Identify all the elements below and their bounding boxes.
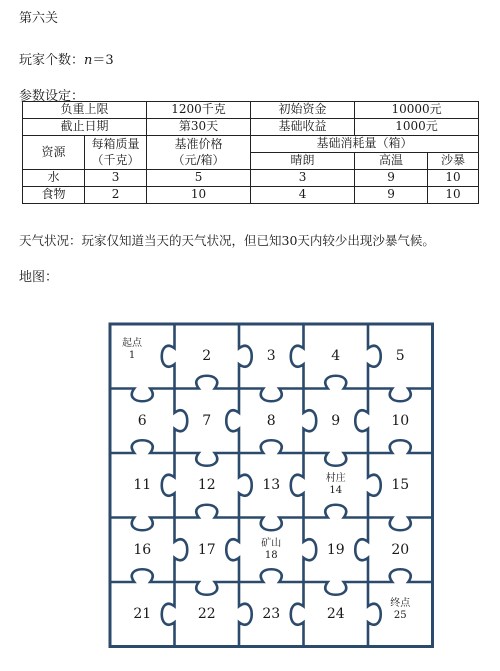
map-cell-number: 18 (264, 549, 278, 561)
map-heading: 地图： (19, 270, 59, 285)
map-cell-number: 19 (326, 541, 345, 558)
table-row (23, 170, 479, 187)
player-count-line (19, 49, 114, 68)
map-cell-21 (110, 582, 175, 647)
map-cell-8 (239, 389, 304, 454)
puzzle-map (106, 320, 434, 650)
map-cell-number: 3 (266, 348, 276, 365)
table-cell: 2 (85, 187, 147, 204)
map-cell-15 (368, 453, 433, 518)
table-cell: 水 (23, 170, 85, 187)
map-cell-number: 13 (262, 477, 281, 494)
map-cell-23 (239, 582, 304, 647)
map-cell-number: 2 (202, 348, 212, 365)
map-cell-label: 村庄 (325, 473, 346, 485)
table-cell: 10 (428, 170, 479, 187)
table-cell: 3 (251, 170, 355, 187)
map-cell-number: 1 (128, 350, 136, 361)
map-cell-18 (239, 518, 304, 583)
map-cell-9 (304, 389, 369, 454)
level-title: 第六关 (19, 11, 59, 26)
map-cell-number: 6 (137, 412, 147, 429)
map-cell-label: 终点 (390, 598, 411, 609)
table-cell: 截止日期 (23, 119, 147, 136)
map-cell-number: 7 (202, 412, 212, 429)
map-cell-number: 17 (197, 541, 216, 558)
map-cell-6 (110, 389, 175, 454)
map-cell-number: 10 (391, 412, 410, 429)
table-cell: 10 (147, 187, 251, 204)
map-cell-10 (368, 389, 433, 454)
table-row (23, 119, 479, 136)
header-weight: 每箱质量 （千克） (85, 136, 147, 170)
table-cell: 初始资金 (251, 102, 355, 119)
map-cell-4 (304, 324, 369, 389)
table-row (23, 136, 479, 153)
table-cell: 负重上限 (23, 102, 147, 119)
table-cell: 1200千克 (147, 102, 251, 119)
map-cell-11 (110, 453, 175, 518)
map-cell-24 (304, 582, 369, 647)
map-cell-number: 20 (391, 541, 410, 558)
map-cell-label: 起点 (122, 338, 142, 349)
weather-note: 天气状况：玩家仅知道当天的天气状况，但已知30天内较少出现沙暴气候。 (19, 233, 435, 248)
map-cell-number: 23 (262, 606, 281, 623)
map-cell-number: 14 (329, 485, 343, 497)
map-cell-number: 5 (395, 348, 405, 365)
map-cell-5 (368, 324, 433, 389)
table-cell: 3 (85, 170, 147, 187)
params-heading: 参数设定： (19, 89, 85, 104)
map-cell-22 (175, 582, 240, 647)
map-cell-number: 16 (133, 541, 152, 558)
table-cell: 10000元 (355, 102, 479, 119)
map-cell-2 (175, 324, 240, 389)
map-cell-16 (110, 518, 175, 583)
header-resource: 资源 (23, 136, 85, 170)
table-cell: 基础收益 (251, 119, 355, 136)
map-cell-20 (368, 518, 433, 583)
map-cell-number: 22 (197, 606, 216, 623)
map-cell-label: 矿山 (261, 537, 282, 549)
header-weather-sandstorm: 沙暴 (428, 153, 479, 170)
table-cell: 第30天 (147, 119, 251, 136)
map-cell-19 (304, 518, 369, 583)
map-cell-number: 9 (331, 412, 341, 429)
map-cell-12 (175, 453, 240, 518)
map-cell-number: 21 (133, 606, 152, 623)
map-cell-number: 15 (391, 477, 410, 494)
header-price: 基准价格 （元/箱） (147, 136, 251, 170)
table-cell: 1000元 (355, 119, 479, 136)
table-cell: 10 (428, 187, 479, 204)
map-cell-13 (239, 453, 304, 518)
player-count-variable: n (84, 53, 93, 68)
table-row (23, 102, 479, 119)
map-cell-number: 12 (197, 477, 216, 494)
map-cell-number: 4 (331, 348, 341, 365)
table-row (23, 187, 479, 204)
map-cell-number: 8 (266, 412, 276, 429)
table-cell: 5 (147, 170, 251, 187)
map-cell-14 (304, 453, 369, 518)
params-table (22, 101, 479, 204)
player-count-label: 玩家个数： (19, 53, 85, 68)
map-cell-number: 25 (393, 610, 407, 621)
map-cell-7 (175, 389, 240, 454)
table-cell: 4 (251, 187, 355, 204)
header-weather-hot: 高温 (355, 153, 428, 170)
header-weather-sunny: 晴朗 (251, 153, 355, 170)
map-cell-17 (175, 518, 240, 583)
map-cell-number: 24 (326, 606, 345, 623)
table-cell: 9 (355, 187, 428, 204)
table-cell: 食物 (23, 187, 85, 204)
map-cell-25 (368, 582, 433, 647)
map-cell-1 (110, 324, 175, 389)
map-cell-number: 11 (133, 477, 152, 494)
header-consumption: 基础消耗量（箱） (251, 136, 479, 153)
table-cell: 9 (355, 170, 428, 187)
map-cell-3 (239, 324, 304, 389)
player-count-value: ＝3 (92, 53, 114, 68)
